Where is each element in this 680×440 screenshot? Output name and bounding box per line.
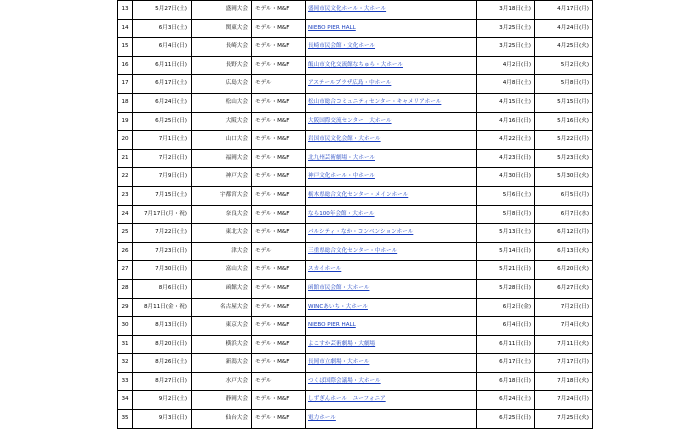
entry-start-date: 5月21日(日): [477, 261, 535, 280]
event-date: 8月13日(日): [133, 317, 192, 336]
event-name: 横浜大会: [192, 335, 252, 354]
entry-start-date: 5月28日(日): [477, 279, 535, 298]
event-date: 9月2日(土): [133, 391, 192, 410]
entry-end-date: 5月8日(月): [535, 75, 593, 94]
event-category: モデル・M&F: [252, 112, 306, 131]
table-row: [118, 149, 593, 168]
row-number: 24: [118, 205, 133, 224]
event-date: 7月2日(日): [133, 149, 192, 168]
event-category: モデル・M&F: [252, 279, 306, 298]
row-number: 14: [118, 19, 133, 38]
venue-cell: [306, 224, 477, 243]
row-number: 30: [118, 317, 133, 336]
entry-start-date: 5月8日(月): [477, 205, 535, 224]
venue-link[interactable]: なら100年会館・大ホール: [308, 210, 375, 217]
row-number: 21: [118, 149, 133, 168]
entry-end-date: 5月16日(火): [535, 112, 593, 131]
event-name: 東京大会: [192, 317, 252, 336]
venue-link[interactable]: 三重県総合文化センター・中ホール: [308, 247, 398, 254]
row-number: 29: [118, 298, 133, 317]
entry-start-date: 6月25日(日): [477, 410, 535, 429]
entry-start-date: 5月14日(日): [477, 242, 535, 261]
event-name: 津大会: [192, 242, 252, 261]
venue-link[interactable]: 電力ホール: [308, 415, 336, 422]
entry-start-date: 6月4日(日): [477, 317, 535, 336]
table-row: [118, 19, 593, 38]
event-name: 広島大会: [192, 75, 252, 94]
event-name: 盛岡大会: [192, 1, 252, 20]
entry-start-date: 6月24日(土): [477, 391, 535, 410]
table-row: [118, 261, 593, 280]
event-date: 6月17日(土): [133, 75, 192, 94]
venue-link[interactable]: NIEBO PIER HALL: [308, 322, 356, 329]
row-number: 15: [118, 38, 133, 57]
table-row: [118, 93, 593, 112]
event-name: 水戸大会: [192, 372, 252, 391]
row-number: 32: [118, 354, 133, 373]
venue-cell: [306, 112, 477, 131]
table-row: [118, 168, 593, 187]
venue-link[interactable]: 函館市民会館・大ホール: [308, 284, 370, 291]
venue-link[interactable]: パルシティ・なか・コンベンションホール: [308, 229, 414, 236]
venue-link[interactable]: 北九州芸術劇場・大ホール: [308, 154, 376, 161]
venue-link[interactable]: よこすか芸術劇場・大劇場: [308, 340, 376, 347]
event-date: 6月11日(日): [133, 56, 192, 75]
event-category: モデル・M&F: [252, 205, 306, 224]
entry-start-date: 4月23日(日): [477, 149, 535, 168]
entry-start-date: 6月18日(日): [477, 372, 535, 391]
event-category: モデル・M&F: [252, 410, 306, 429]
event-category: モデル・M&F: [252, 354, 306, 373]
event-category: モデル: [252, 372, 306, 391]
row-number: 18: [118, 93, 133, 112]
event-name: 富山大会: [192, 261, 252, 280]
table-row: [118, 391, 593, 410]
entry-start-date: 6月2日(金): [477, 298, 535, 317]
venue-cell: [306, 131, 477, 150]
table-row: [118, 354, 593, 373]
event-name: 松山大会: [192, 93, 252, 112]
event-name: 函館大会: [192, 279, 252, 298]
venue-link[interactable]: 長崎市民会館・文化ホール: [308, 43, 376, 50]
event-name: 福岡大会: [192, 149, 252, 168]
entry-start-date: 4月15日(土): [477, 93, 535, 112]
table-row: [118, 205, 593, 224]
event-name: 神戸大会: [192, 168, 252, 187]
event-date: 8月11日(金・祝): [133, 298, 192, 317]
entry-start-date: 6月11日(日): [477, 335, 535, 354]
table-row: [118, 56, 593, 75]
event-date: 6月4日(日): [133, 38, 192, 57]
event-date: 7月17日(月・祝): [133, 205, 192, 224]
entry-end-date: 6月7日(水): [535, 205, 593, 224]
venue-link[interactable]: スカイホール: [308, 266, 342, 273]
event-date: 9月3日(日): [133, 410, 192, 429]
event-category: モデル・M&F: [252, 335, 306, 354]
venue-link[interactable]: NIEBO PIER HALL: [308, 24, 356, 31]
entry-end-date: 7月24日(月): [535, 391, 593, 410]
event-date: 8月6日(日): [133, 279, 192, 298]
row-number: 31: [118, 335, 133, 354]
table-row: [118, 38, 593, 57]
entry-start-date: 4月22日(土): [477, 131, 535, 150]
event-category: モデル・M&F: [252, 168, 306, 187]
event-date: 8月20日(日): [133, 335, 192, 354]
venue-cell: [306, 261, 477, 280]
event-name: 新潟大会: [192, 354, 252, 373]
event-name: 名古屋大会: [192, 298, 252, 317]
row-number: 34: [118, 391, 133, 410]
table-row: [118, 224, 593, 243]
entry-end-date: 6月27日(火): [535, 279, 593, 298]
event-date: 7月22日(土): [133, 224, 192, 243]
entry-end-date: 7月2日(日): [535, 298, 593, 317]
event-name: 東北大会: [192, 224, 252, 243]
venue-link[interactable]: 飯山市文化交流館なちゅら・大ホール: [308, 61, 403, 68]
event-name: 長崎大会: [192, 38, 252, 57]
row-number: 17: [118, 75, 133, 94]
schedule-table: [117, 0, 593, 429]
entry-end-date: 7月11日(火): [535, 335, 593, 354]
venue-cell: [306, 149, 477, 168]
venue-cell: [306, 186, 477, 205]
venue-link[interactable]: 岩国市民文化会館・大ホール: [308, 136, 381, 143]
entry-start-date: 4月2日(日): [477, 56, 535, 75]
venue-cell: [306, 242, 477, 261]
event-category: モデル・M&F: [252, 131, 306, 150]
venue-cell: [306, 279, 477, 298]
table-row: [118, 112, 593, 131]
entry-end-date: 5月30日(火): [535, 168, 593, 187]
row-number: 23: [118, 186, 133, 205]
event-date: 8月27日(日): [133, 372, 192, 391]
table-row: [118, 372, 593, 391]
row-number: 28: [118, 279, 133, 298]
venue-cell: [306, 372, 477, 391]
row-number: 16: [118, 56, 133, 75]
event-date: 7月1日(土): [133, 131, 192, 150]
venue-link[interactable]: WINCあいち・大ホール: [308, 303, 368, 310]
entry-start-date: 4月16日(日): [477, 112, 535, 131]
entry-start-date: 3月25日(土): [477, 38, 535, 57]
event-name: 関東大会: [192, 19, 252, 38]
row-number: 20: [118, 131, 133, 150]
row-number: 22: [118, 168, 133, 187]
event-name: 山口大会: [192, 131, 252, 150]
entry-end-date: 6月12日(月): [535, 224, 593, 243]
event-date: 7月9日(日): [133, 168, 192, 187]
entry-end-date: 5月15日(月): [535, 93, 593, 112]
event-category: モデル・M&F: [252, 261, 306, 280]
entry-end-date: 5月22日(月): [535, 131, 593, 150]
venue-cell: [306, 168, 477, 187]
venue-cell: [306, 38, 477, 57]
entry-end-date: 7月25日(火): [535, 410, 593, 429]
row-number: 13: [118, 1, 133, 20]
entry-start-date: 4月30日(日): [477, 168, 535, 187]
event-category: モデル・M&F: [252, 38, 306, 57]
entry-start-date: 6月17日(土): [477, 354, 535, 373]
venue-link[interactable]: 長岡市立劇場・大ホール: [308, 359, 370, 366]
venue-link[interactable]: しずぎんホール ユーフォニア: [308, 396, 386, 403]
entry-end-date: 7月18日(火): [535, 372, 593, 391]
event-category: モデル・M&F: [252, 56, 306, 75]
venue-cell: [306, 1, 477, 20]
table-row: [118, 335, 593, 354]
venue-link[interactable]: 松山市総合コミュニティセンター・キャメリアホール: [308, 98, 442, 105]
event-name: 奈良大会: [192, 205, 252, 224]
event-category: モデル・M&F: [252, 186, 306, 205]
entry-end-date: 7月4日(火): [535, 317, 593, 336]
venue-link[interactable]: 神戸文化ホール・中ホール: [308, 173, 375, 180]
event-date: 6月3日(土): [133, 19, 192, 38]
venue-cell: [306, 56, 477, 75]
event-category: モデル: [252, 242, 306, 261]
venue-cell: [306, 354, 477, 373]
venue-cell: [306, 205, 477, 224]
venue-link[interactable]: つくば国際会議場・大ホール: [308, 377, 381, 384]
entry-start-date: 4月8日(土): [477, 75, 535, 94]
event-date: 6月25日(日): [133, 112, 192, 131]
row-number: 26: [118, 242, 133, 261]
venue-link[interactable]: 大阪国際交流センター 大ホール: [308, 117, 392, 124]
venue-cell: [306, 391, 477, 410]
entry-end-date: 4月17日(月): [535, 1, 593, 20]
event-name: 仙台大会: [192, 410, 252, 429]
event-category: モデル・M&F: [252, 317, 306, 336]
event-category: モデル・M&F: [252, 391, 306, 410]
event-name: 静岡大会: [192, 391, 252, 410]
table-row: [118, 1, 593, 20]
venue-cell: [306, 410, 477, 429]
event-category: モデル・M&F: [252, 149, 306, 168]
event-category: モデル・M&F: [252, 93, 306, 112]
table-row: [118, 410, 593, 429]
venue-link[interactable]: 栃木県総合文化センター・メインホール: [308, 191, 409, 198]
row-number: 33: [118, 372, 133, 391]
venue-link[interactable]: アステールプラザ広島・中ホール: [308, 80, 392, 87]
venue-cell: [306, 335, 477, 354]
table-row: [118, 131, 593, 150]
entry-end-date: 4月25日(火): [535, 38, 593, 57]
event-date: 5月27日(土): [133, 1, 192, 20]
table-row: [118, 298, 593, 317]
venue-cell: [306, 317, 477, 336]
entry-start-date: 3月25日(土): [477, 19, 535, 38]
table-row: [118, 242, 593, 261]
entry-end-date: 6月13日(火): [535, 242, 593, 261]
event-date: 8月26日(土): [133, 354, 192, 373]
entry-end-date: 6月5日(月): [535, 186, 593, 205]
entry-end-date: 5月23日(火): [535, 149, 593, 168]
entry-end-date: 6月20日(火): [535, 261, 593, 280]
event-date: 7月23日(日): [133, 242, 192, 261]
row-number: 19: [118, 112, 133, 131]
venue-cell: [306, 93, 477, 112]
event-name: 長野大会: [192, 56, 252, 75]
event-category: モデル・M&F: [252, 1, 306, 20]
venue-cell: [306, 75, 477, 94]
row-number: 27: [118, 261, 133, 280]
venue-cell: [306, 19, 477, 38]
document-page: [117, 0, 589, 429]
event-date: 7月15日(土): [133, 186, 192, 205]
venue-link[interactable]: 盛岡市民文化ホール・大ホール: [308, 6, 387, 12]
event-category: モデル: [252, 75, 306, 94]
entry-start-date: 5月6日(土): [477, 186, 535, 205]
event-category: モデル・M&F: [252, 298, 306, 317]
entry-end-date: 7月17日(月): [535, 354, 593, 373]
table-row: [118, 279, 593, 298]
row-number: 25: [118, 224, 133, 243]
entry-end-date: 5月2日(火): [535, 56, 593, 75]
entry-end-date: 4月24日(月): [535, 19, 593, 38]
event-name: 大阪大会: [192, 112, 252, 131]
row-number: 35: [118, 410, 133, 429]
event-date: 6月24日(土): [133, 93, 192, 112]
table-row: [118, 75, 593, 94]
venue-cell: [306, 298, 477, 317]
entry-start-date: 3月18日(土): [477, 1, 535, 20]
event-category: モデル・M&F: [252, 224, 306, 243]
event-date: 7月30日(日): [133, 261, 192, 280]
entry-start-date: 5月13日(土): [477, 224, 535, 243]
event-name: 宇都宮大会: [192, 186, 252, 205]
event-category: モデル・M&F: [252, 19, 306, 38]
table-row: [118, 186, 593, 205]
table-row: [118, 317, 593, 336]
